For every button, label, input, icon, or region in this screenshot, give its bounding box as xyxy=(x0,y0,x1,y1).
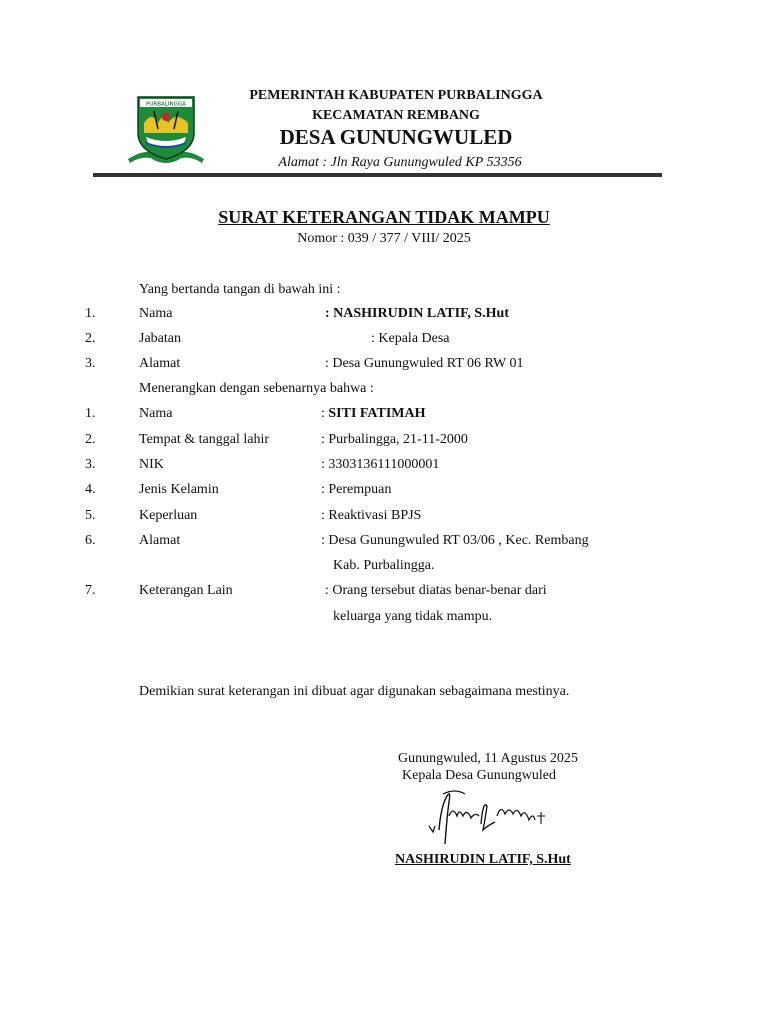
signer-label: Alamat xyxy=(139,356,181,371)
signer-num: 1. xyxy=(85,306,96,321)
signer-num: 3. xyxy=(85,356,96,371)
signature-position: Kepala Desa Gunungwuled xyxy=(402,768,556,783)
handwritten-signature xyxy=(425,786,550,846)
intro-text: Yang bertanda tangan di bawah ini : xyxy=(139,282,341,297)
subject-label: Keterangan Lain xyxy=(139,583,233,598)
letterhead-government: PEMERINTAH KABUPATEN PURBALINGGA xyxy=(249,88,543,103)
subject-label: Alamat xyxy=(139,533,181,548)
letterhead-village: DESA GUNUNGWULED xyxy=(279,125,513,149)
subject-nik-value: : 3303136111000001 xyxy=(321,457,440,472)
letterhead-district: KECAMATAN REMBANG xyxy=(312,108,480,123)
subject-label: Jenis Kelamin xyxy=(139,482,219,497)
signer-address-value: : Desa Gunungwuled RT 06 RW 01 xyxy=(325,356,524,371)
subject-label: Keperluan xyxy=(139,508,198,523)
subject-num: 7. xyxy=(85,583,96,598)
signature-place-date: Gunungwuled, 11 Agustus 2025 xyxy=(398,751,578,766)
subject-num: 3. xyxy=(85,457,96,472)
signer-num: 2. xyxy=(85,331,96,346)
subject-num: 6. xyxy=(85,533,96,548)
subject-num: 2. xyxy=(85,432,96,447)
subject-num: 4. xyxy=(85,482,96,497)
statement-text: Menerangkan dengan sebenarnya bahwa : xyxy=(139,381,374,396)
subject-name-value xyxy=(321,406,426,422)
subject-gender-value: : Perempuan xyxy=(321,482,392,497)
svg-text:PURBALINGGA: PURBALINGGA xyxy=(146,101,186,108)
signer-label: Jabatan xyxy=(139,331,181,346)
subject-name-bold: SITI FATIMAH xyxy=(328,406,426,421)
subject-remark-value-cont: keluarga yang tidak mampu. xyxy=(333,609,493,624)
subject-num: 5. xyxy=(85,508,96,523)
subject-label: Tempat & tanggal lahir xyxy=(139,432,270,447)
subject-num: 1. xyxy=(85,406,96,421)
letterhead-divider xyxy=(93,173,662,177)
letterhead-address: Alamat : Jln Raya Gunungwuled KP 53356 xyxy=(278,155,522,170)
signer-position-value: : Kepala Desa xyxy=(371,331,450,346)
subject-address-value: : Desa Gunungwuled RT 03/06 , Kec. Rembang xyxy=(321,533,589,548)
signer-label: Nama xyxy=(139,306,173,321)
closing-text: Demikian surat keterangan ini dibuat agar digunakan sebagaimana mestinya. xyxy=(139,684,570,699)
subject-birth-value: : Purbalingga, 21-11-2000 xyxy=(321,432,468,447)
document-title: SURAT KETERANGAN TIDAK MAMPU xyxy=(218,207,550,227)
document-number: Nomor : 039 / 377 / VIII/ 2025 xyxy=(297,231,471,246)
subject-label: Nama xyxy=(139,406,173,421)
subject-address-value-cont: Kab. Purbalingga. xyxy=(333,558,435,573)
colon: : xyxy=(321,406,329,421)
subject-label: NIK xyxy=(139,457,164,472)
signer-name-value: : NASHIRUDIN LATIF, S.Hut xyxy=(325,306,509,321)
signature-name: NASHIRUDIN LATIF, S.Hut xyxy=(395,852,571,867)
subject-remark-value: : Orang tersebut diatas benar-benar dari xyxy=(325,583,547,598)
subject-purpose-value: : Reaktivasi BPJS xyxy=(321,508,422,523)
